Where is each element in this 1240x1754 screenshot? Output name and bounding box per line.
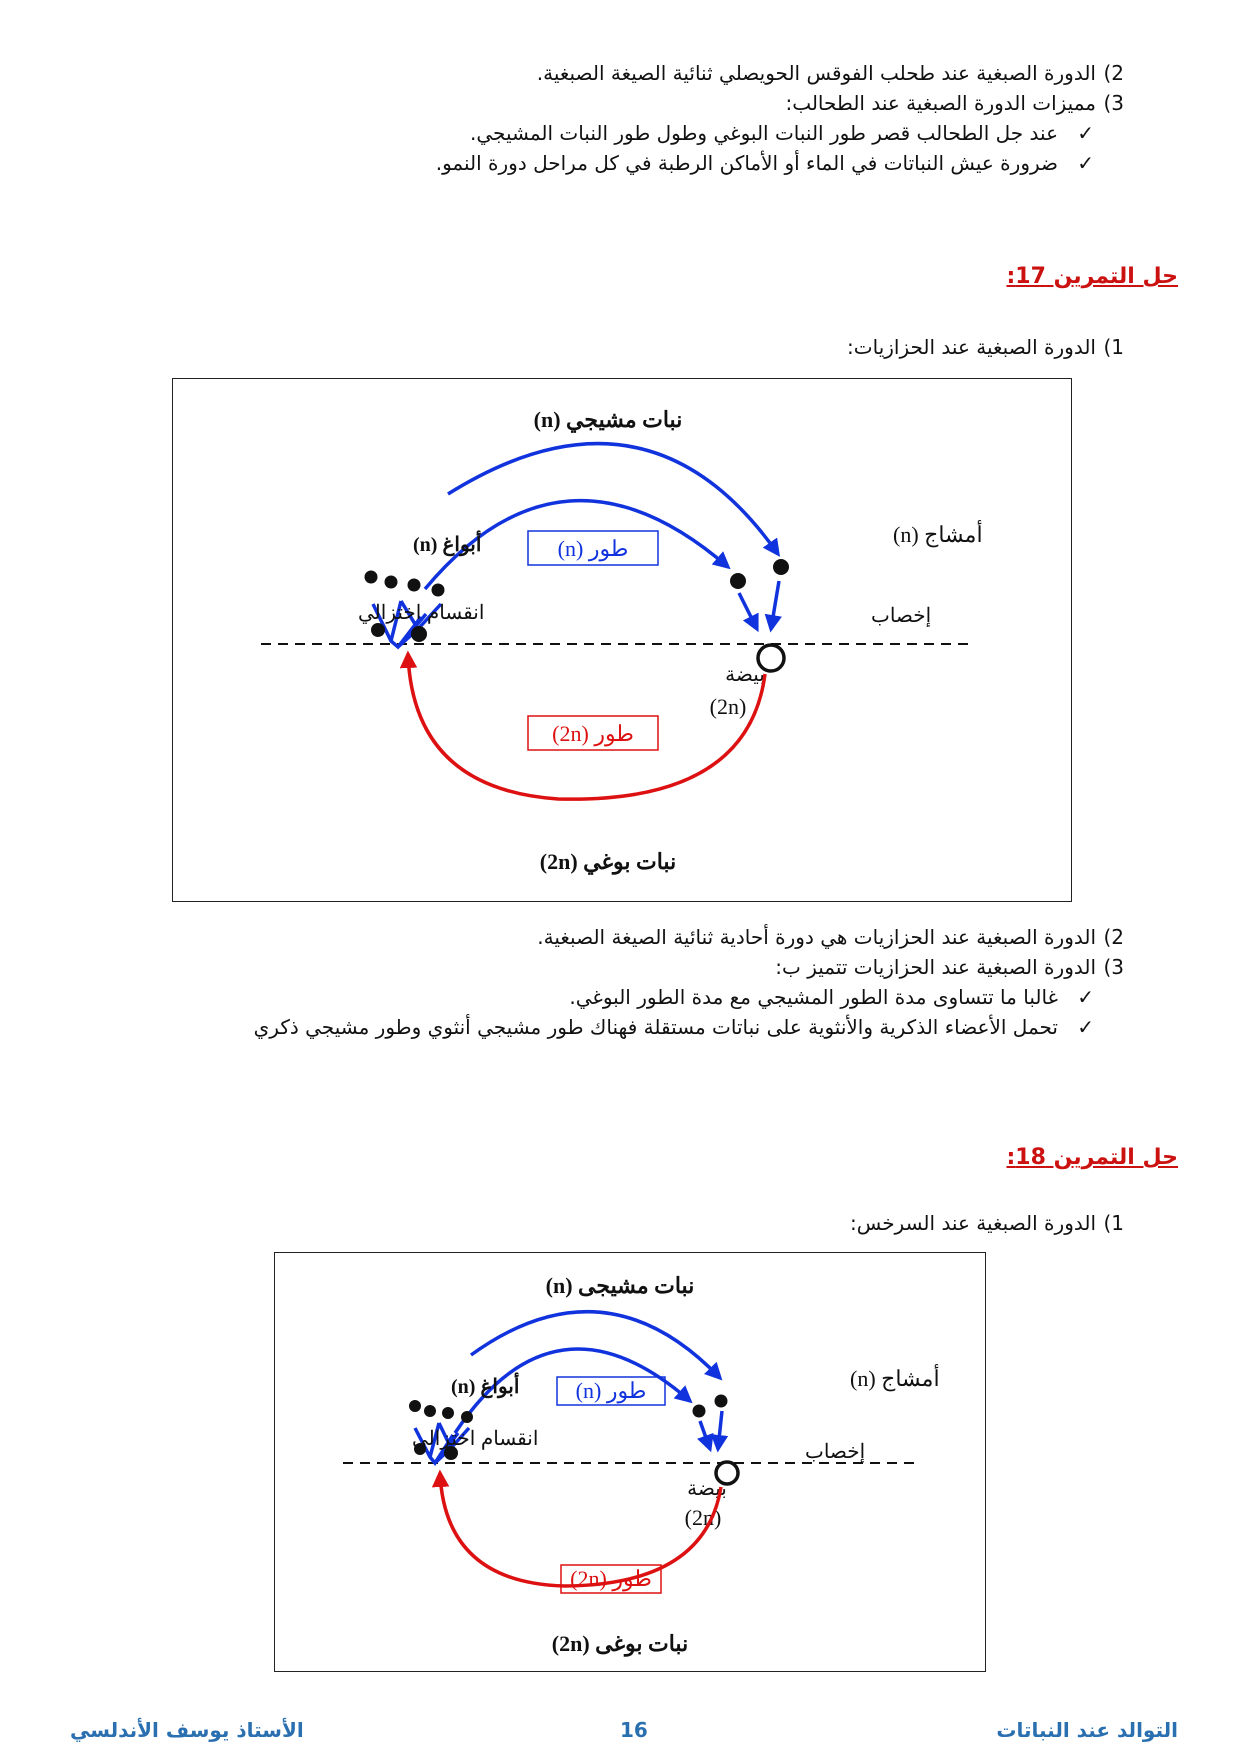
checkmark-icon: ✓ (1077, 121, 1094, 145)
moss-life-cycle-diagram (172, 378, 1072, 902)
gametes-label: أمشاج (n) (893, 522, 983, 547)
gamete-dot (773, 559, 789, 575)
egg-ploidy: (2n) (684, 1505, 722, 1530)
item-text: الدورة الصبغية عند السرخس: (849, 1211, 1096, 1235)
bottom-title: نبات بوغى (2n) (551, 1631, 689, 1656)
phase-n-label: طور (n) (575, 1378, 647, 1403)
numbered-item (436, 58, 1124, 88)
gamete-dot (693, 1405, 706, 1418)
item-number: 2) (1103, 61, 1124, 85)
fertilization-label: إخصاب (805, 1441, 866, 1463)
spore-dot (461, 1411, 473, 1423)
checkmark-icon: ✓ (1077, 1015, 1094, 1039)
spore-dot (385, 576, 398, 589)
checkmark-icon: ✓ (1077, 151, 1094, 175)
spore-dot (442, 1407, 454, 1419)
item-number: 3) (1103, 955, 1124, 979)
item-text: الدورة الصبغية عند الحزازيات: (847, 335, 1096, 359)
spore-dot (432, 584, 445, 597)
spore-dot (365, 571, 378, 584)
numbered-item (436, 88, 1124, 118)
item-text: مميزات الدورة الصبغية عند الطحالب: (785, 91, 1096, 115)
check-item (436, 118, 1094, 148)
meiosis-label: انقسام اختزالي (412, 1428, 539, 1450)
spores-label: أبواغ (n) (413, 534, 482, 556)
item-number: 1) (1103, 335, 1124, 359)
gamete-dot (715, 1395, 728, 1408)
egg-ploidy: (2n) (709, 694, 747, 719)
check-text: تحمل الأعضاء الذكرية والأنثوية على نباتات مستقلة فهناك طور مشيجي أنثوي وطور مشيجي ذكري (253, 1015, 1058, 1039)
item-text: الدورة الصبغية عند الحزازيات تتميز ب: (775, 955, 1096, 979)
bottom-title: نبات بوغي (2n) (539, 849, 677, 874)
gamete-dot (730, 573, 746, 589)
fertilization-arrow (771, 581, 779, 629)
check-item (254, 982, 1094, 1012)
intro-section (436, 58, 1124, 178)
ex17-items (254, 922, 1124, 1042)
phase-2n-label: طور (2n) (570, 1566, 652, 1591)
item-text: الدورة الصبغية عند طحلب الفوقس الحويصلي ثنائية الصيغة الصبغية. (536, 61, 1096, 85)
exercise-17-heading: حل التمرين 17: (1006, 264, 1178, 289)
item-text: الدورة الصبغية عند الحزازيات هي دورة أحادية ثنائية الصيغة الصبغية. (537, 925, 1096, 949)
exercise-18-heading: حل التمرين 18: (1006, 1145, 1178, 1170)
gametes-label: أمشاج (n) (850, 1366, 940, 1391)
numbered-item (254, 952, 1124, 982)
numbered-item (254, 922, 1124, 952)
fern-life-cycle-diagram (274, 1252, 986, 1672)
top-title: نبات مشيجى (n) (545, 1273, 695, 1298)
ex17-item-1 (847, 332, 1124, 362)
spore-dot (424, 1405, 436, 1417)
spore-dot (409, 1400, 421, 1412)
cycle-svg (173, 379, 1073, 903)
footer-subject: التوالد عند النباتات (996, 1718, 1178, 1742)
item-number: 2) (1103, 925, 1124, 949)
spore-dot (411, 626, 427, 642)
check-text: غالبا ما تتساوى مدة الطور المشيجي مع مدة الطور البوغي. (569, 985, 1058, 1009)
footer-page-number: 16 (620, 1718, 648, 1742)
check-text: عند جل الطحالب قصر طور النبات البوغي وطول طور النبات المشيجي. (470, 121, 1058, 145)
top-title: نبات مشيجي (n) (533, 407, 683, 432)
spore-dot (371, 623, 385, 637)
fertilization-label: إخصاب (871, 605, 932, 627)
checkmark-icon: ✓ (1077, 985, 1094, 1009)
check-item (436, 148, 1094, 178)
meiosis-label: انقسام اختزالي (358, 602, 485, 624)
phase-n-label: طور (n) (557, 536, 629, 561)
ex18-item-1 (850, 1208, 1124, 1238)
fertilization-arrow (739, 593, 757, 629)
check-item (254, 1012, 1094, 1042)
item-number: 1) (1103, 1211, 1124, 1235)
phase-2n-label: طور (2n) (552, 721, 634, 746)
footer-author: الأستاذ يوسف الأندلسي (70, 1718, 304, 1742)
spores-label: أبواغ (n) (451, 1376, 520, 1398)
check-text: ضرورة عيش النباتات في الماء أو الأماكن الرطبة في كل مراحل دورة النمو. (435, 151, 1058, 175)
cycle-svg (275, 1253, 987, 1673)
egg-label: بيضة (725, 664, 765, 686)
item-number: 3) (1103, 91, 1124, 115)
egg-label: بيضة (687, 1478, 727, 1500)
spore-dot (408, 579, 421, 592)
outer-gametophyte-arrow (471, 1312, 720, 1378)
fertilization-arrow (700, 1421, 710, 1449)
fertilization-arrow (718, 1411, 722, 1449)
